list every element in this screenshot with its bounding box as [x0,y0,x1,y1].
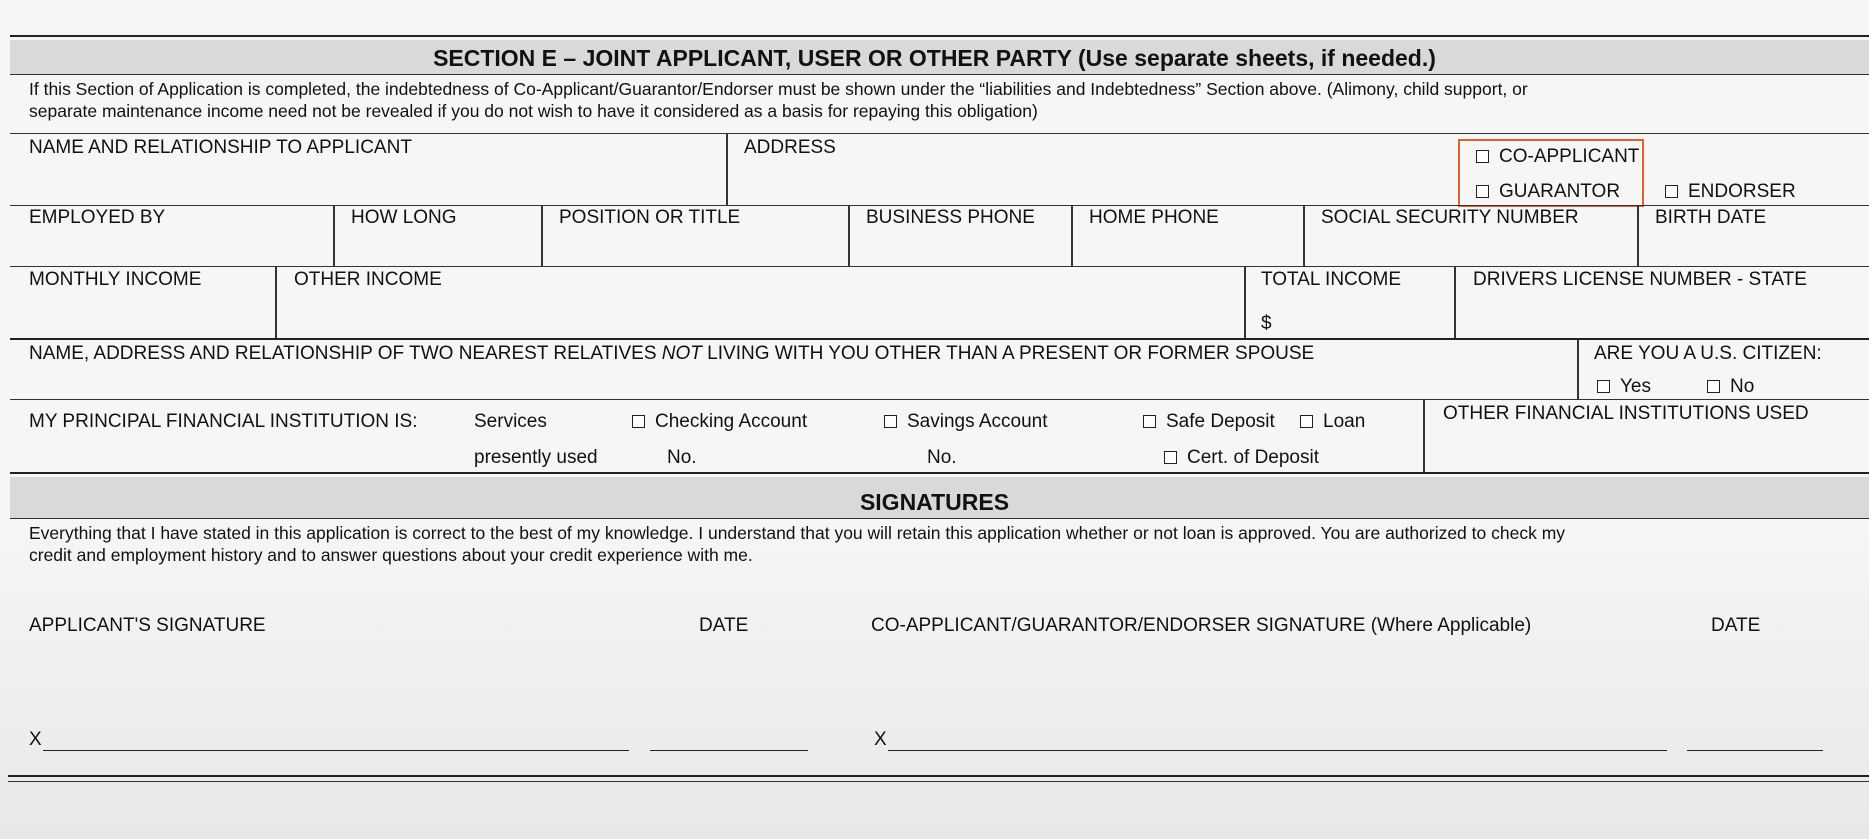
checking-checkbox[interactable] [632,411,807,433]
safe-deposit-box-icon[interactable] [1143,415,1156,428]
row2-divider-2 [541,206,543,266]
cert-deposit-label: Cert. of Deposit [1187,447,1319,468]
co-date-line[interactable] [1687,750,1823,751]
applicant-signature-line[interactable] [43,750,629,751]
applicant-date-line[interactable] [650,750,808,751]
safe-deposit-label: Safe Deposit [1166,411,1275,432]
total-income-label: TOTAL INCOME [1261,269,1402,290]
guarantor-checkbox[interactable] [1476,181,1620,203]
section-e-intro-1: If this Section of Application is completed, the indebtedness of Co-Applicant/Guarantor/Endorser must be shown under the “liabilities and Indebtedness” Section above. (Alimony, child support, or [29,79,1528,99]
row3-divider-3 [1454,267,1456,338]
relatives-label-post: LIVING WITH YOU OTHER THAN A PRESENT OR FORMER SPOUSE [701,343,1315,364]
row5-divider [1423,400,1425,472]
birth-date-label: BIRTH DATE [1655,207,1767,228]
address-label: ADDRESS [744,137,836,158]
loan-box-icon[interactable] [1300,415,1313,428]
row2-divider-6 [1637,206,1639,266]
loan-checkbox[interactable] [1300,411,1365,433]
row2-divider-1 [333,206,335,266]
signatures-band-rule [10,518,1869,519]
yes-label: Yes [1620,376,1651,397]
row4-top-rule [10,338,1869,340]
savings-box-icon[interactable] [884,415,897,428]
presently-used-label: presently used [474,447,598,468]
savings-label: Savings Account [907,411,1048,432]
no-box-icon[interactable] [1707,380,1720,393]
home-phone-label: HOME PHONE [1089,207,1219,228]
page-shade [0,520,1869,839]
checking-no-label: No. [667,447,697,468]
row1-top-rule [10,133,1869,134]
loan-label: Loan [1323,411,1366,432]
relatives-label [29,343,1314,365]
relatives-label-pre: NAME, ADDRESS AND RELATIONSHIP OF TWO NEAREST RELATIVES [29,343,662,364]
row2-top-rule [10,205,1869,206]
band-rule [10,74,1869,75]
row3-top-rule [10,266,1869,267]
row4-divider [1577,340,1579,399]
top-rule [10,35,1869,37]
row3-divider-1 [275,267,277,338]
citizen-no-checkbox[interactable] [1707,376,1754,398]
bottom-rule-2 [8,781,1869,782]
endorser-box-icon[interactable] [1665,185,1678,198]
signatures-text-2: credit and employment history and to answer questions about your credit experience with me. [29,545,753,565]
no-label: No [1730,376,1755,397]
row2-divider-5 [1303,206,1305,266]
business-phone-label: BUSINESS PHONE [866,207,1035,228]
row2-divider-4 [1071,206,1073,266]
row2-divider-3 [848,206,850,266]
x-mark-2: X [874,729,887,750]
section-e-intro-2: separate maintenance income need not be revealed if you do not wish to have it considered as a basis for repaying this obligation) [29,101,1038,121]
drivers-license-label: DRIVERS LICENSE NUMBER - STATE [1473,269,1807,290]
signatures-text-1: Everything that I have stated in this application is correct to the best of my knowledge. I understand that you will retain this application whether or not loan is approved. You are authorized to check my [29,523,1566,543]
other-institutions-label: OTHER FINANCIAL INSTITUTIONS USED [1443,403,1809,424]
row1-divider [726,134,728,206]
cert-deposit-checkbox[interactable] [1164,447,1319,469]
co-signature-label: CO-APPLICANT/GUARANTOR/ENDORSER SIGNATURE (Where Applicable) [871,615,1532,636]
row3-divider-2 [1244,267,1246,338]
date-label-1: DATE [699,615,749,636]
employed-by-label: EMPLOYED BY [29,207,166,228]
signatures-top-rule [10,472,1869,474]
yes-box-icon[interactable] [1597,380,1610,393]
endorser-checkbox[interactable] [1665,181,1796,203]
co-signature-line[interactable] [888,750,1667,751]
other-income-label: OTHER INCOME [294,269,442,290]
co-applicant-box-icon[interactable] [1476,150,1489,163]
safe-deposit-checkbox[interactable] [1143,411,1275,433]
co-applicant-checkbox[interactable] [1476,146,1639,168]
services-label: Services [474,411,547,432]
ssn-label: SOCIAL SECURITY NUMBER [1321,207,1579,228]
how-long-label: HOW LONG [351,207,457,228]
section-e-title: SECTION E – JOINT APPLICANT, USER OR OTHER PARTY (Use separate sheets, if needed.) [433,45,1436,71]
date-label-2: DATE [1711,615,1761,636]
savings-no-label: No. [927,447,957,468]
checking-box-icon[interactable] [632,415,645,428]
co-applicant-label: CO-APPLICANT [1499,146,1640,167]
checking-label: Checking Account [655,411,808,432]
applicant-signature-label: APPLICANT'S SIGNATURE [29,615,266,636]
guarantor-box-icon[interactable] [1476,185,1489,198]
citizen-yes-checkbox[interactable] [1597,376,1651,398]
monthly-income-label: MONTHLY INCOME [29,269,202,290]
signatures-title: SIGNATURES [859,489,1010,515]
guarantor-label: GUARANTOR [1499,181,1621,202]
bottom-rule-1 [8,775,1869,777]
citizen-question: ARE YOU A U.S. CITIZEN: [1594,343,1822,364]
x-mark-1: X [29,729,42,750]
cert-deposit-box-icon[interactable] [1164,451,1177,464]
endorser-label: ENDORSER [1688,181,1796,202]
savings-checkbox[interactable] [884,411,1047,433]
dollar-sign: $ [1261,313,1272,334]
principal-institution-label: MY PRINCIPAL FINANCIAL INSTITUTION IS: [29,411,418,432]
name-relationship-label: NAME AND RELATIONSHIP TO APPLICANT [29,137,412,158]
row5-top-rule [10,399,1869,400]
position-label: POSITION OR TITLE [559,207,741,228]
relatives-label-not: NOT [661,343,702,364]
